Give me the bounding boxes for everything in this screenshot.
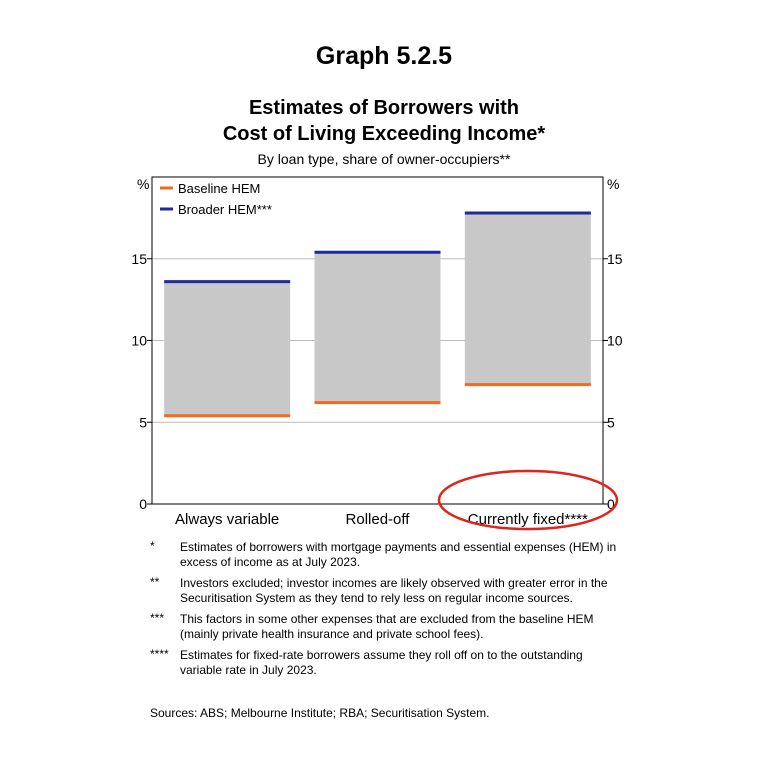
x-category-label: Currently fixed**** (467, 511, 588, 528)
chart-subtitle: By loan type, share of owner-occupiers** (257, 151, 511, 167)
chart-title-line-2: Cost of Living Exceeding Income* (222, 123, 546, 145)
bar-range (465, 213, 591, 385)
footnote-text: Estimates of borrowers with mortgage payments and essential expenses (HEM) in excess of income as at July 2023. (180, 540, 617, 569)
footnote (150, 612, 620, 642)
y-tick-label-left: 5 (139, 414, 147, 431)
footnote-mark: *** (150, 611, 165, 625)
footnote-text: This factors in some other expenses that are excluded from the baseline HEM (mainly private health insurance and private school fees). (180, 612, 594, 641)
footnote (150, 540, 620, 570)
graph-number: Graph 5.2.5 (315, 42, 453, 70)
x-category-label: Rolled-off (345, 511, 410, 528)
y-tick-label-right: 15 (607, 250, 623, 267)
y-tick-label-right: 10 (607, 332, 623, 349)
footnotes (150, 540, 620, 684)
y-tick-label-left: 15 (131, 250, 147, 267)
footnote (150, 648, 620, 678)
footnote-mark: **** (150, 647, 169, 661)
y-tick-label-right: 0 (607, 496, 615, 512)
chart-title-line-1: Estimates of Borrowers with (248, 97, 520, 119)
bar-range (164, 282, 290, 416)
bar-range (315, 252, 441, 402)
legend-label: Broader HEM*** (178, 202, 272, 217)
y-axis-unit-left: % (137, 176, 150, 192)
bars (164, 213, 591, 416)
footnote-mark: * (150, 539, 155, 553)
x-axis-categories (175, 511, 588, 528)
y-tick-label-right: 5 (607, 414, 615, 431)
sources: Sources: ABS; Melbourne Institute; RBA; Securitisation System. (150, 706, 490, 720)
x-category-label: Always variable (175, 511, 280, 528)
legend (160, 181, 272, 217)
y-axis-unit-right: % (607, 176, 620, 192)
y-tick-label-left: 10 (131, 332, 147, 349)
footnote-text: Estimates for fixed-rate borrowers assume they roll off on to the outstanding variable rate in July 2023. (180, 648, 583, 677)
footnote-text: Investors excluded; investor incomes are likely observed with greater error in the Securitisation System as they tend to rely less on regular income sources. (180, 576, 608, 605)
footnote (150, 576, 620, 606)
legend-label: Baseline HEM (178, 181, 261, 196)
footnote-mark: ** (150, 575, 160, 589)
y-tick-label-left: 0 (139, 496, 147, 512)
